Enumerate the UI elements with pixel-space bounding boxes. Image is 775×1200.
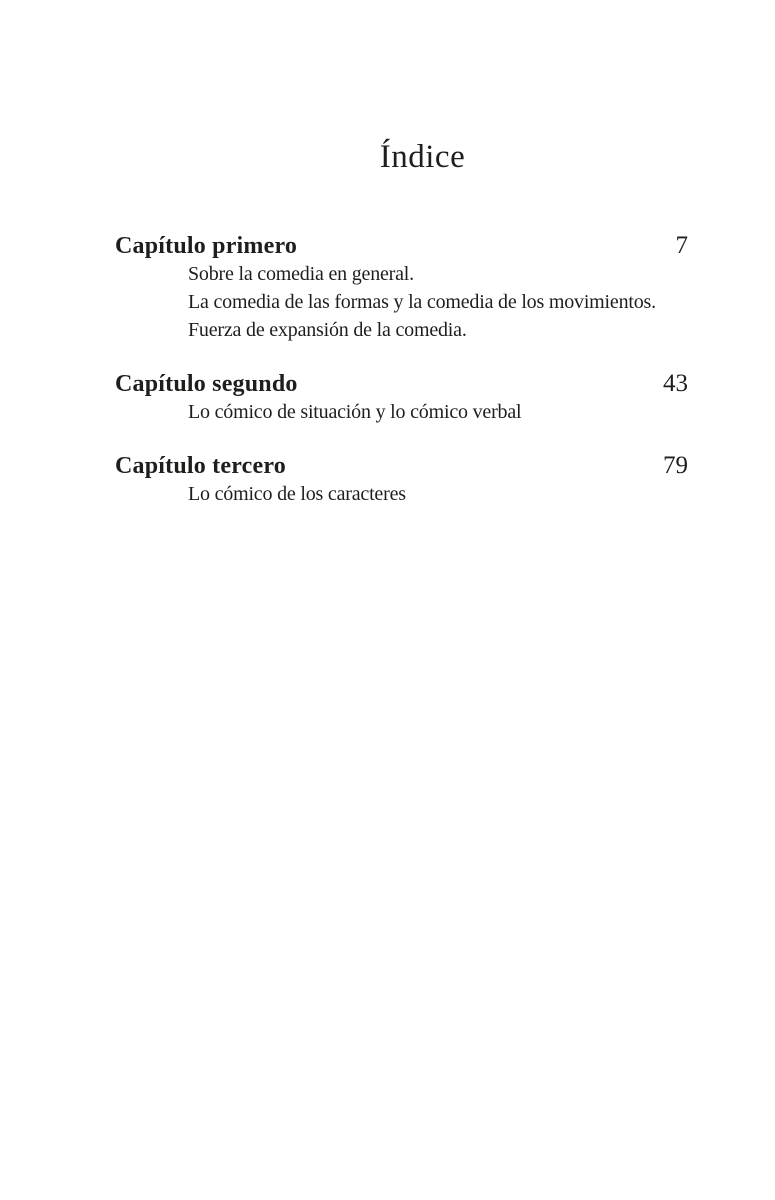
- chapter-page-number: 7: [675, 232, 688, 259]
- chapter-subline: Lo cómico de los caracteres: [188, 483, 406, 505]
- chapter-title: Capítulo segundo: [115, 371, 298, 397]
- toc-entry-head: [115, 370, 688, 398]
- chapter-page-number: 79: [663, 452, 688, 479]
- chapter-sublines: [188, 260, 688, 344]
- toc-entry-head: [115, 232, 688, 260]
- chapter-title: Capítulo tercero: [115, 453, 286, 479]
- toc-entry: [115, 370, 688, 426]
- chapter-subline: Sobre la comedia en general.: [188, 263, 414, 285]
- toc-entry: [115, 452, 688, 508]
- toc-entry-head: [115, 452, 688, 480]
- chapter-subline: Fuerza de expansión de la comedia.: [188, 319, 467, 341]
- chapter-subline: La comedia de las formas y la comedia de los movimientos.: [188, 291, 656, 313]
- page-title: Índice: [379, 139, 466, 175]
- chapter-page-number: 43: [663, 370, 688, 397]
- toc-entries: [115, 232, 688, 534]
- toc-entry: [115, 232, 688, 344]
- chapter-sublines: [188, 398, 688, 426]
- chapter-title: Capítulo primero: [115, 233, 298, 259]
- chapter-subline: Lo cómico de situación y lo cómico verbal: [188, 401, 522, 423]
- chapter-sublines: [188, 480, 688, 508]
